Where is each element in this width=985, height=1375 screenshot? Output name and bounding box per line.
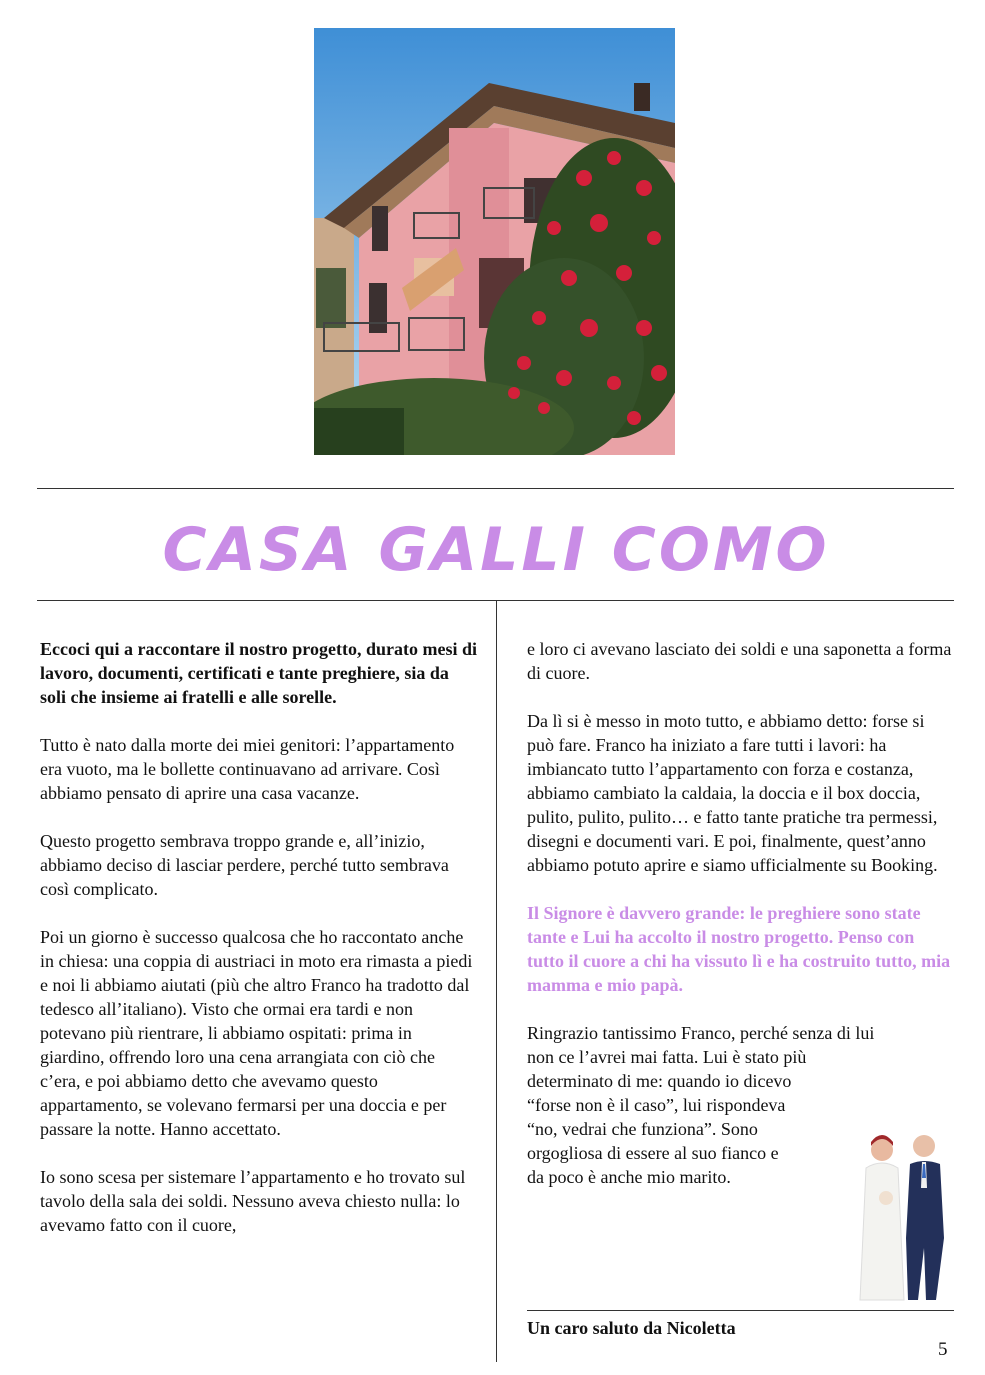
right-column <box>527 637 955 1189</box>
top-divider <box>37 488 954 489</box>
paragraph: Da lì si è messo in moto tutto, e abbiamo detto: forse si può fare. Franco ha iniziato a fare tutti i lavori: ha imbiancato tutto l’appartamento con forza e costanza, abbiamo cambiato la caldaia, la doccia e il box doccia, pulito, pulito, pulito… e fatto tante pratiche tra permessi, disegni e documenti vari. E poi, finalmente, quest’anno abbiamo potuto aprire e siamo ufficialmente su Booking. <box>527 711 938 875</box>
text-line: determinato di me: quando io dicevo <box>527 1071 792 1091</box>
text-line: non ce l’avrei mai fatta. Lui è stato più <box>527 1047 807 1067</box>
house-photo <box>314 28 675 455</box>
paragraph: e loro ci avevano lasciato dei soldi e una saponetta a forma di cuore. <box>527 639 952 683</box>
intro-paragraph: Eccoci qui a raccontare il nostro progetto, durato mesi di lavoro, documenti, certificati e tante preghiere, sia da soli che insieme ai fratelli e alle sorelle. <box>40 639 477 707</box>
text-line: “no, vedrai che funziona”. Sono <box>527 1119 758 1139</box>
paragraph: Questo progetto sembrava troppo grande e, all’inizio, abbiamo deciso di lasciar perdere, perché tutto sembrava così complicato. <box>40 831 449 899</box>
signature: Un caro saluto da Nicoletta <box>527 1318 736 1338</box>
signature-divider <box>527 1310 954 1311</box>
text-line: “forse non è il caso”, lui rispondeva <box>527 1095 786 1115</box>
text-line: orgogliosa di essere al suo fianco e <box>527 1143 779 1163</box>
couple-photo <box>852 1128 954 1304</box>
highlight-paragraph: Il Signore è davvero grande: le preghiere sono state tante e Lui ha accolto il nostro progetto. Penso con tutto il cuore a chi ha vissuto lì e ha costruito tutto, mia mamma e mio papà. <box>527 903 951 995</box>
text-line: Ringrazio tantissimo Franco, perché senza di lui <box>527 1023 875 1043</box>
paragraph: Poi un giorno è successo qualcosa che ho raccontato anche in chiesa: una coppia di austriaci in moto era rimasta a piedi e noi li abbiamo aiutati (più che altro Franco ha tradotto dal tedesco all’italiano). Visto che ormai era tardi e non potevano più rientrare, li abbiamo ospitati: prima in giardino, offrendo loro una cena arrangiata con ciò che c’era, e poi abbiamo detto che avevamo questo appartamento, se volevano fermarsi per una doccia e per passare la notte. Hanno accettato. <box>40 927 473 1139</box>
paragraph: Io sono scesa per sistemare l’appartamento e ho trovato sul tavolo della sala dei soldi. Nessuno aveva chiesto nulla: lo avevamo fatto con il cuore, <box>40 1167 466 1235</box>
page-title: CASA GALLI COMO <box>162 515 830 585</box>
column-divider <box>496 600 497 1362</box>
text-line: da poco è anche mio marito. <box>527 1167 731 1187</box>
page-number: 5 <box>938 1339 948 1360</box>
paragraph: Tutto è nato dalla morte dei miei genitori: l’appartamento era vuoto, ma le bollette continuavano ad arrivare. Così abbiamo pensato di aprire una casa vacanze. <box>40 735 455 803</box>
left-column <box>40 637 478 1261</box>
